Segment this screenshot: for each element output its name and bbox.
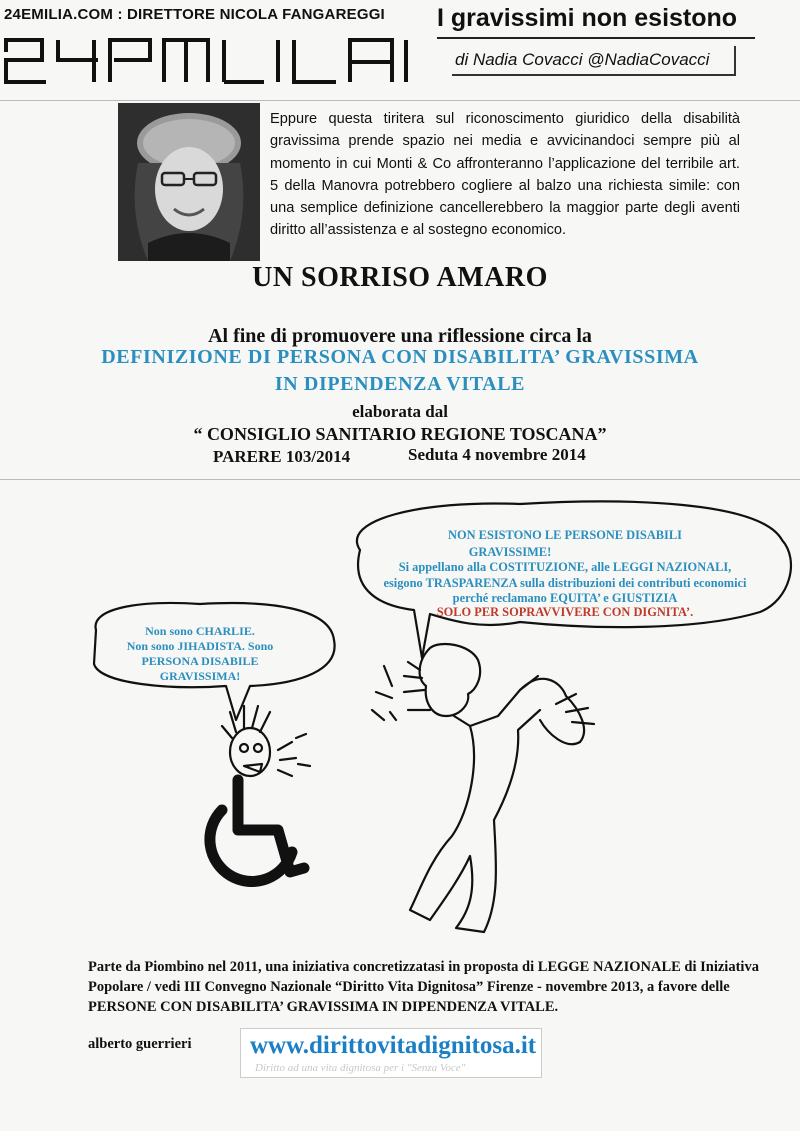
site-prefix: 24EMILIA.COM : DIRETTORE [4,6,220,23]
definition-title-line1: DEFINIZIONE DI PERSONA CON DISABILITA’ GRAVISSIMA [101,346,699,368]
left-bubble-line: Non sono CHARLIE. [145,624,255,638]
header-divider [0,100,800,101]
footer-paragraph: Parte da Piombino nel 2011, una iniziativa concretizzatasi in proposta di LEGGE NAZIONALE di Iniziativa Popolare / vedi III Convegno Nazionale “Diritto Vita Dignitosa” Firenze - novembre 2013, a favore delle PERSONE CON DISABILITA’ GRAVISSIMA IN DIPENDENZA VITALE. [88,959,759,1015]
intro-paragraph: Eppure questa tiritera sul riconoscimento giuridico della disabilità gravissima prende spazio nei media e avvicinandoci sempre più al momento in cui Monti & Co affronteranno l’applicazione del terribile art. 5 della Manovra potrebbero cogliere al balzo una richiesta simile: con una semplice definizione cancellerebbero la maggior parte degli aventi diritto all’assistenza e al sostegno economico. [270,111,740,239]
definition-title-line2: IN DIPENDENZA VITALE [274,373,526,395]
headline: UN SORRISO AMARO [252,262,548,293]
right-bubble-line: esigono TRASPARENZA sulla distribuzioni dei contributi economici [383,576,747,590]
signature: alberto guerrieri [88,1036,192,1052]
right-bubble-line: NON ESISTONO LE PERSONE DISABILI [448,528,682,542]
website-link[interactable]: www.dirittovitadignitosa.it [250,1032,537,1059]
right-bubble-line: perché reclamano EQUITA’ e GIUSTIZIA [452,591,678,605]
24emilia-logo [2,28,432,88]
site-director-line [4,6,385,23]
council-name: “ CONSIGLIO SANITARIO REGIONE TOSCANA” [193,424,607,444]
director-name: NICOLA FANGAREGGI [219,6,385,23]
right-bubble-line: Si appellano alla COSTITUZIONE, alle LEGGI NAZIONALI, [398,560,732,574]
byline: di Nadia Covacci @NadiaCovacci [455,50,710,69]
elaborated-by: elaborata dal [352,402,448,421]
left-bubble-line: Non sono JIHADISTA. Sono [126,639,274,653]
url-subtitle: Diritto ad una vita dignitosa per i "Senza Voce" [255,1062,466,1074]
right-bubble-line: GRAVISSIME! [468,545,552,559]
wheelchair-icon [210,780,304,881]
left-bubble-line: PERSONA DISABILE GRAVISSIMA! [141,654,259,683]
politician-figure [372,644,594,932]
definition-intro: Al fine di promuovere una riflessione circa la [208,325,592,347]
author-photo [118,103,260,261]
column-title-rule [437,37,755,39]
column-title: I gravissimi non esistono [437,4,738,32]
right-bubble-line-emphasis: SOLO PER SOPRAVVIVERE CON DIGNITA’. [436,605,694,619]
parere-number: PARERE 103/2014 [213,447,351,466]
seduta-date: Seduta 4 novembre 2014 [408,445,586,464]
